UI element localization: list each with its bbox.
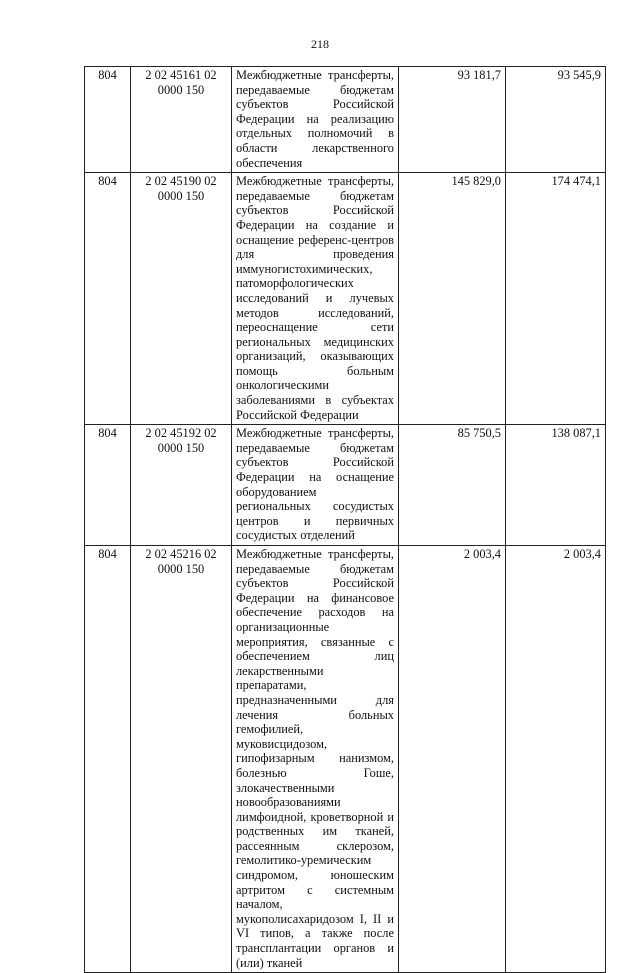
description-cell: Межбюджетные трансферты, передаваемые бюджетам субъектов Российской Федерации на оснащение оборудованием региональных сосудистых центров и первичных сосудистых отделений — [232, 425, 399, 546]
amount-2-cell: 138 087,1 — [506, 425, 606, 546]
table-row — [85, 67, 606, 173]
page-number: 218 — [311, 37, 329, 51]
description-cell: Межбюджетные трансферты, передаваемые бюджетам субъектов Российской Федерации на финансовое обеспечение расходов на организационные мероприятия, связанные с обеспечением лиц лекарственными препаратами, предназначенными для лечения больных гемофилией, муковисцидозом, гипофизарным нанизмом, болезнью Гоше, злокачественными новообразованиями лимфоидной, кроветворной и родственных им тканей, рассеянным склерозом, гемолитико-уремическим синдромом, юношеским артритом с системным началом, мукополисахаридозом I, II и VI типов, а также после трансплантации органов и (или) тканей — [232, 546, 399, 973]
description-cell: Межбюджетные трансферты, передаваемые бюджетам субъектов Российской Федерации на реализацию отдельных полномочий в области лекарственного обеспечения — [232, 67, 399, 173]
table-row — [85, 425, 606, 546]
amount-1-cell: 93 181,7 — [399, 67, 506, 173]
amount-2-cell: 174 474,1 — [506, 173, 606, 425]
description-cell: Межбюджетные трансферты, передаваемые бюджетам субъектов Российской Федерации на создание и оснащение референс-центров для проведения иммуногистохимических, патоморфологических исследований и лучевых методов исследований, переоснащение сети региональных медицинских организаций, оказывающих помощь больным онкологическими заболеваниями в субъектах Российской Федерации — [232, 173, 399, 425]
amount-1-cell: 145 829,0 — [399, 173, 506, 425]
budget-table — [84, 66, 606, 973]
budget-code-cell: 2 02 45216 02 0000 150 — [131, 546, 232, 973]
amount-1-cell: 2 003,4 — [399, 546, 506, 973]
amount-1-cell: 85 750,5 — [399, 425, 506, 546]
amount-2-cell: 2 003,4 — [506, 546, 606, 973]
admin-code-cell: 804 — [85, 173, 131, 425]
budget-code-cell: 2 02 45192 02 0000 150 — [131, 425, 232, 546]
table-row — [85, 546, 606, 973]
admin-code-cell: 804 — [85, 546, 131, 973]
budget-code-cell: 2 02 45161 02 0000 150 — [131, 67, 232, 173]
table-row — [85, 173, 606, 425]
admin-code-cell: 804 — [85, 425, 131, 546]
amount-2-cell: 93 545,9 — [506, 67, 606, 173]
budget-code-cell: 2 02 45190 02 0000 150 — [131, 173, 232, 425]
admin-code-cell: 804 — [85, 67, 131, 173]
